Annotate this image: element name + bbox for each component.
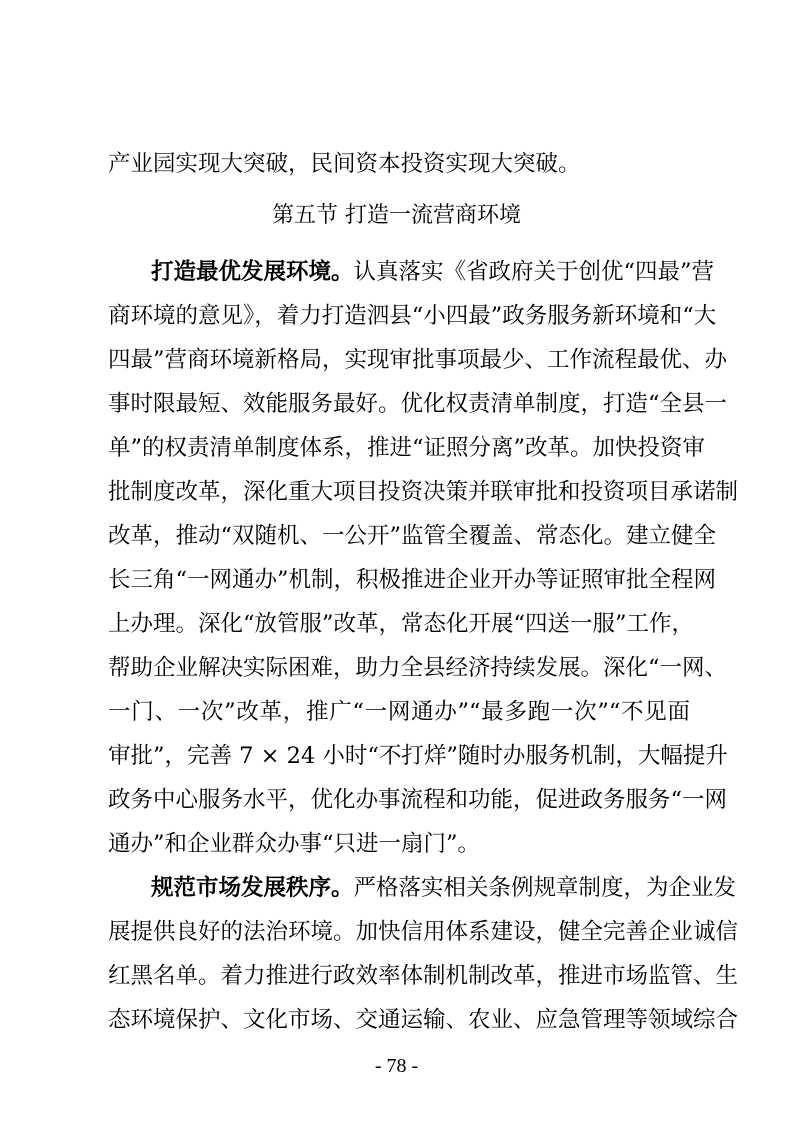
body-line: 一门、一次”改革，推广“一网通办”“最多跑一次”“不见面 xyxy=(108,699,690,725)
body-line: 帮助企业解决实际困难，助力全县经济持续发展。深化“一网、 xyxy=(108,655,728,681)
paragraph-lead: 规范市场发展秩序。 xyxy=(151,875,354,901)
page-number: - 78 - xyxy=(374,1055,419,1077)
body-line: 展提供良好的法治环境。加快信用体系建设，健全完善企业诚信 xyxy=(108,919,739,945)
paragraph-text: 严格落实相关条例规章制度，为企业发 xyxy=(353,875,737,901)
body-line: 四最”营商环境新格局，实现审批事项最少、工作流程最优、办 xyxy=(108,347,728,373)
body-line: 红黑名单。着力推进行政效率体制机制改革，推进市场监管、生 xyxy=(108,963,739,989)
body-line: 上办理。深化“放管服”改革，常态化开展“四送一服”工作， xyxy=(108,611,695,637)
body-line: 政务中心服务水平，优化办事流程和功能，促进政务服务“一网 xyxy=(108,787,728,813)
paragraph-text: 认真落实《省政府关于创优“四最”营 xyxy=(353,259,715,285)
body-line: 审批”，完善 7 × 24 小时“不打烊”随时办服务机制，大幅提升 xyxy=(108,743,728,769)
body-line: 批制度改革，深化重大项目投资决策并联审批和投资项目承诺制 xyxy=(108,479,739,505)
body-line: 单”的权责清单制度体系，推进“证照分离”改革。加快投资审 xyxy=(108,435,706,461)
body-line: 改革，推动“双随机、一公开”监管全覆盖、常态化。建立健全 xyxy=(108,523,717,549)
body-line: 事时限最短、效能服务最好。优化权责清单制度，打造“全县一 xyxy=(108,391,728,417)
body-line: 商环境的意见》，着力打造泗县“小四最”政务服务新环境和“大 xyxy=(108,303,717,329)
body-line: 产业园实现大突破，民间资本投资实现大突破。 xyxy=(108,151,581,177)
paragraph-lead: 打造最优发展环境。 xyxy=(151,259,354,285)
body-line: 长三角“一网通办”机制，积极推进企业开办等证照审批全程网 xyxy=(108,567,717,593)
paragraph-first-line xyxy=(151,254,715,290)
section-heading: 第五节 打造一流营商环境 xyxy=(272,203,521,228)
body-line: 通办”和企业群众办事“只进一扇门”。 xyxy=(108,831,481,857)
body-line: 态环境保护、文化市场、交通运输、农业、应急管理等领域综合 xyxy=(108,1007,739,1033)
paragraph-first-line xyxy=(151,870,737,906)
